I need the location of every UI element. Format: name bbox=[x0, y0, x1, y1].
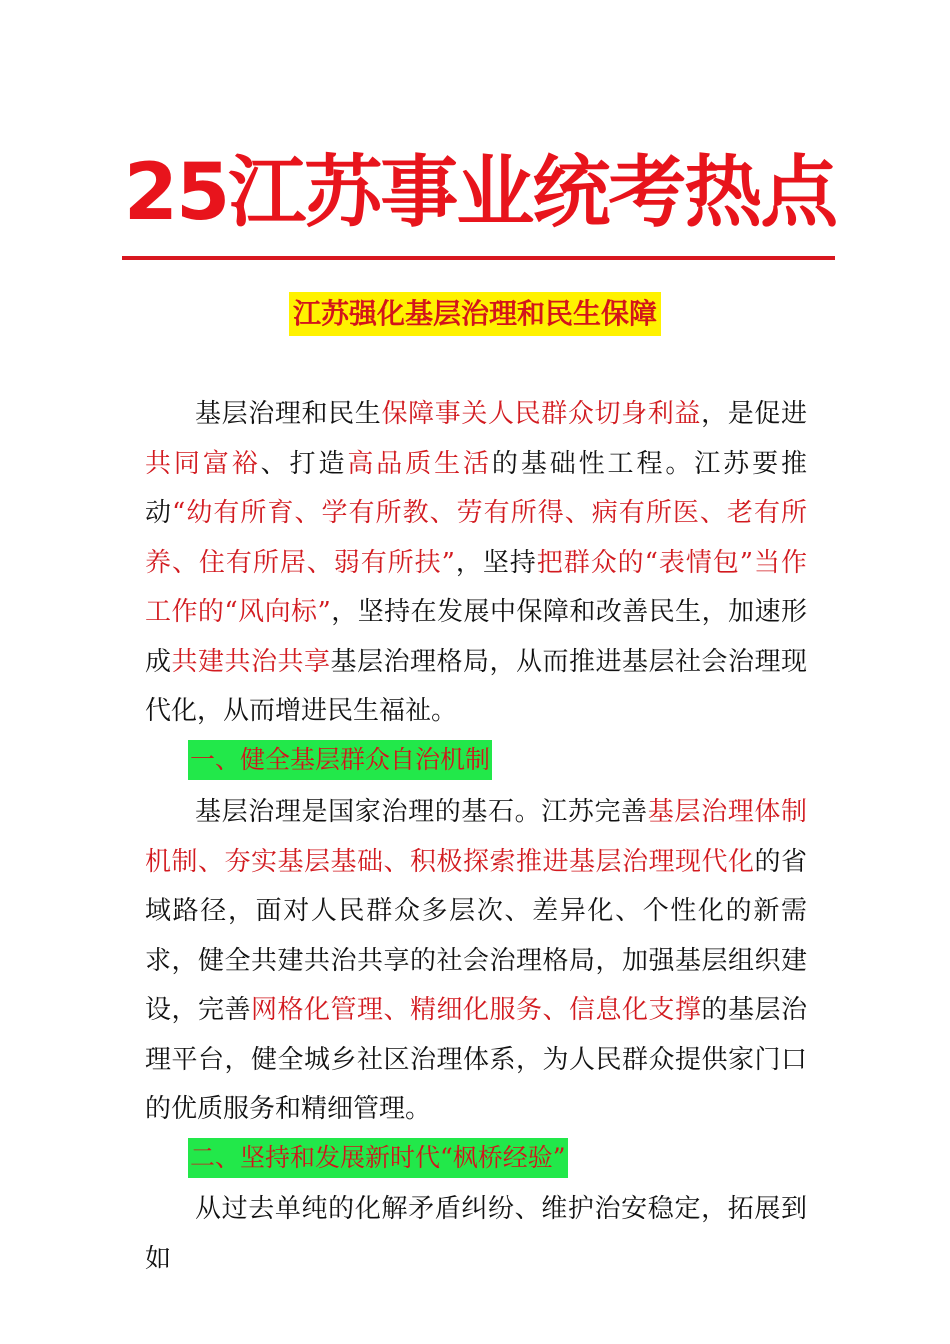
text-run: 基层治理和民生 bbox=[195, 399, 382, 429]
highlight-run: 共建共治共享 bbox=[171, 646, 331, 677]
section-heading-1: 一、健全基层群众自治机制 bbox=[188, 740, 492, 780]
text-run: 、打造 bbox=[260, 448, 348, 479]
highlight-run: 网格化管理、精细化服务、信息化支撑 bbox=[251, 995, 702, 1025]
text-run: 的基层治理平台，健全城乡社区治理体系，为人民群众提供家门口的优质服务和精细管理。 bbox=[145, 995, 807, 1124]
highlight-run: 高品质生活 bbox=[347, 448, 492, 479]
subtitle: 江苏强化基层治理和民生保障 bbox=[289, 292, 661, 336]
paragraph-section-1 bbox=[145, 788, 807, 1135]
text-run: 从过去单纯的化解矛盾纠纷、维护治安稳定，拓展到如 bbox=[145, 1194, 807, 1274]
text-run: 的基础性工程。江苏要推动 bbox=[145, 448, 807, 528]
main-title: 25江苏事业统考热点 bbox=[123, 148, 837, 238]
highlight-run: 共同富裕 bbox=[145, 448, 261, 479]
highlight-run: 基层治理体制机制、夯实基层基础、积极探索推进基层治理现代化 bbox=[145, 797, 807, 877]
text-run: 基层治理格局，从而推进基层社会治理现代化，从而增进民生福祉。 bbox=[145, 646, 807, 726]
text-run: ，是促进 bbox=[701, 399, 807, 429]
text-run: 基层治理是国家治理的基石。江苏完善 bbox=[195, 797, 648, 827]
text-run: ，坚持 bbox=[454, 547, 537, 578]
paragraph-section-2 bbox=[145, 1185, 807, 1284]
highlight-run: “幼有所育、学有所教、劳有所得、病有所医、老有所养、住有所居、弱有所扶” bbox=[145, 498, 807, 578]
highlight-run: 把群众的“表情包”当作工作的“风向标” bbox=[145, 547, 807, 627]
highlight-run: 保障事关人民群众切身利益 bbox=[381, 399, 702, 429]
section-heading-2: 二、坚持和发展新时代“枫桥经验” bbox=[188, 1138, 568, 1178]
title-divider bbox=[122, 256, 835, 260]
text-run: 的省域路径，面对人民群众多层次、差异化、个性化的新需求，健全共建共治共享的社会治理格局，加强基层组织建设，完善 bbox=[145, 846, 807, 1025]
paragraph-intro bbox=[145, 390, 807, 737]
text-run: ，坚持在发展中保障和改善民生，加速形成 bbox=[145, 597, 807, 677]
subtitle-container bbox=[0, 292, 950, 336]
